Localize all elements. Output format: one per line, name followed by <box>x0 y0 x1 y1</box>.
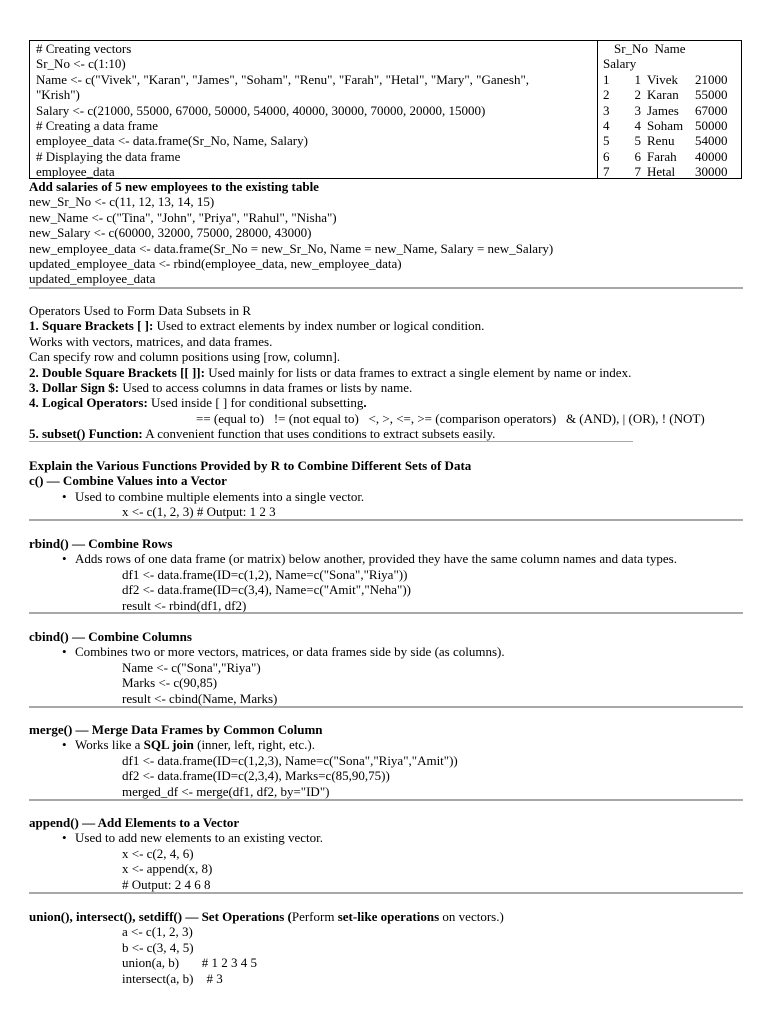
output-header-salary: Salary <box>603 56 637 72</box>
code-line: new_employee_data <- data.frame(Sr_No = new_Sr_No, Name = new_Name, Salary = new_Salary) <box>29 240 554 256</box>
code-output-table <box>29 40 742 179</box>
section-title: Operators Used to Form Data Subsets in R <box>29 303 252 318</box>
code-line: intersect(a, b) # 3 <box>122 970 223 986</box>
output-row: 5 5 Renu 54000 <box>603 133 728 149</box>
divider <box>29 519 743 521</box>
code-line: Marks <- c(90,85) <box>122 675 218 691</box>
code-line: Salary <- c(21000, 55000, 67000, 50000, 54000, 40000, 30000, 70000, 20000, 15000) <box>36 102 486 118</box>
output-row: 1 1 Vivek 21000 <box>603 71 728 87</box>
divider <box>29 892 743 894</box>
output-row: 3 3 James 67000 <box>603 102 728 118</box>
function-heading: c() — Combine Values into a Vector <box>29 473 227 489</box>
code-line: merged_df <- merge(df1, df2, by="ID") <box>122 783 330 799</box>
code-line: new_Salary <- c(60000, 32000, 75000, 28000, 43000) <box>29 225 312 241</box>
code-line: df1 <- data.frame(ID=c(1,2,3), Name=c("Sona","Riya","Amit")) <box>122 752 458 768</box>
divider <box>29 706 743 708</box>
function-heading: append() — Add Elements to a Vector <box>29 815 240 830</box>
bullet-item: • Used to add new elements to an existing vector. <box>29 830 743 845</box>
rbind-section <box>29 536 743 613</box>
code-line: # Creating vectors <box>36 41 132 56</box>
bullet-item: • Used to combine multiple elements into a single vector. <box>29 489 743 504</box>
operator-item: 2. Double Square Brackets [[ ]]: Used mainly for lists or data frames to extract a single element by name or index. <box>29 364 632 380</box>
code-line: result <- cbind(Name, Marks) <box>122 690 278 706</box>
code-line: Name <- c("Vivek", "Karan", "James", "Soham", "Renu", "Farah", "Hetal", "Mary", "Ganesh", <box>36 71 530 87</box>
output-row: 6 6 Farah 40000 <box>603 148 728 164</box>
append-section <box>29 815 743 892</box>
combine-c-section <box>29 458 743 520</box>
output-row: 4 4 Soham 50000 <box>603 117 728 133</box>
code-line: "Krish") <box>36 87 80 103</box>
code-line: df2 <- data.frame(ID=c(2,3,4), Marks=c(85,90,75)) <box>122 768 390 784</box>
function-heading: rbind() — Combine Rows <box>29 536 173 551</box>
code-line: employee_data <- data.frame(Sr_No, Name, Salary) <box>36 133 308 149</box>
divider <box>29 287 743 289</box>
divider <box>29 441 633 442</box>
operator-item: 5. subset() Function: A convenient function that uses conditions to extract subsets easily. <box>29 426 496 442</box>
code-line: # Creating a data frame <box>36 117 158 133</box>
code-line: updated_employee_data <box>29 271 156 287</box>
code-line: x <- append(x, 8) <box>122 861 213 877</box>
code-line: new_Name <- c("Tina", "John", "Priya", "Rahul", "Nisha") <box>29 209 337 225</box>
code-line: df2 <- data.frame(ID=c(3,4), Name=c("Amit","Neha")) <box>122 582 412 598</box>
operators-section <box>29 303 743 442</box>
r-code-cell <box>36 41 596 180</box>
code-line: df1 <- data.frame(ID=c(1,2), Name=c("Sona","Riya")) <box>122 566 408 582</box>
add-salaries-section <box>29 179 743 287</box>
r-output-cell <box>603 41 741 180</box>
operator-detail: Works with vectors, matrices, and data frames. <box>29 333 273 349</box>
section-heading: Add salaries of 5 new employees to the existing table <box>29 179 319 194</box>
set-operations-section <box>29 909 743 986</box>
function-heading: union(), intersect(), setdiff() — Set Operations (Perform set-like operations on vectors.) <box>29 909 504 924</box>
code-line: Name <- c("Sona","Riya") <box>122 659 261 675</box>
code-line: union(a, b) # 1 2 3 4 5 <box>122 955 258 971</box>
function-heading: merge() — Merge Data Frames by Common Column <box>29 722 323 737</box>
table-divider <box>597 41 598 178</box>
output-header: Sr_No Name <box>614 41 686 56</box>
operator-symbols: == (equal to) != (not equal to) <, >, <=, >= (comparison operators) & (AND), | (OR), ! (NOT) <box>196 410 705 426</box>
operator-detail: Can specify row and column positions using [row, column]. <box>29 349 341 365</box>
divider <box>29 612 743 614</box>
code-line: # Displaying the data frame <box>36 148 181 164</box>
code-line: # Output: 2 4 6 8 <box>122 876 211 892</box>
code-line: new_Sr_No <- c(11, 12, 13, 14, 15) <box>29 194 215 210</box>
operator-item: 3. Dollar Sign $: Used to access columns in data frames or lists by name. <box>29 379 413 395</box>
code-line: x <- c(2, 4, 6) <box>122 845 194 861</box>
code-line: Sr_No <- c(1:10) <box>36 56 126 72</box>
code-line: updated_employee_data <- rbind(employee_data, new_employee_data) <box>29 255 402 271</box>
code-line: employee_data <box>36 164 115 180</box>
bullet-item: • Combines two or more vectors, matrices, or data frames side by side (as columns). <box>29 644 743 659</box>
bullet-item: • Adds rows of one data frame (or matrix) below another, provided they have the same column names and data types. <box>29 551 743 566</box>
code-line: x <- c(1, 2, 3) # Output: 1 2 3 <box>122 504 276 520</box>
merge-section <box>29 722 743 799</box>
bullet-item: • Works like a SQL join (inner, left, right, etc.). <box>29 737 743 752</box>
code-line: result <- rbind(df1, df2) <box>122 597 247 613</box>
output-row: 7 7 Hetal 30000 <box>603 164 728 180</box>
operator-item: 1. Square Brackets [ ]: Used to extract elements by index number or logical condition. <box>29 318 485 334</box>
output-row: 2 2 Karan 55000 <box>603 87 728 103</box>
cbind-section <box>29 629 743 706</box>
code-line: b <- c(3, 4, 5) <box>122 939 194 955</box>
code-line: a <- c(1, 2, 3) <box>122 924 193 940</box>
divider <box>29 799 743 801</box>
operator-item: 4. Logical Operators: Used inside [ ] for conditional subsetting. <box>29 395 367 411</box>
section-title: Explain the Various Functions Provided by R to Combine Different Sets of Data <box>29 458 472 473</box>
function-heading: cbind() — Combine Columns <box>29 629 192 644</box>
